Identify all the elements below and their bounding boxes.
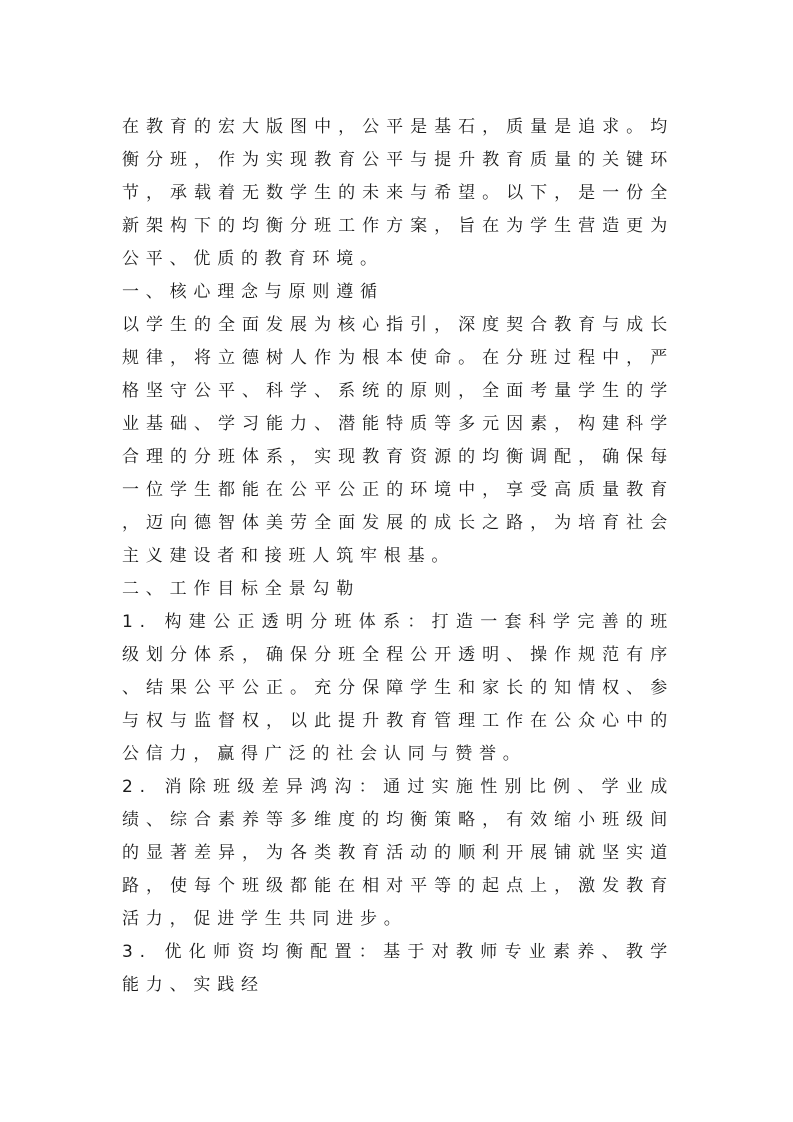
goal-item-1: 1. 构建公正透明分班体系：打造一套科学完善的班级划分体系，确保分班全程公开透明、操作规范有序、结果公平公正。充分保障学生和家长的知情权、参与权与监督权，以此提升教育管理工作在公众心中的公信力，赢得广泛的社会认同与赞誉。 [122, 612, 674, 764]
section-heading-1: 一、核心理念与原则遵循 [122, 282, 384, 302]
goal-item-2: 2. 消除班级差异鸿沟：通过实施性别比例、学业成绩、综合素养等多维度的均衡策略，有效缩小班级间的显著差异，为各类教育活动的顺利开展铺就坚实道路，使每个班级都能在相对平等的起点上，激发教育活力，促进学生共同进步。 [122, 777, 674, 929]
section-1-paragraph: 以学生的全面发展为核心指引，深度契合教育与成长规律，将立德树人作为根本使命。在分班过程中，严格坚守公平、科学、系统的原则，全面考量学生的学业基础、学习能力、潜能特质等多元因素，构建科学合理的分班体系，实现教育资源的均衡调配，确保每一位学生都能在公平公正的环境中，享受高质量教育，迈向德智体美劳全面发展的成长之路，为培育社会主义建设者和接班人筑牢根基。 [122, 315, 674, 566]
section-heading-2: 二、工作目标全景勾勒 [122, 579, 360, 599]
goal-item-3: 3. 优化师资均衡配置：基于对教师专业素养、教学能力、实践经 [122, 942, 674, 995]
document-page [122, 111, 674, 1002]
intro-paragraph: 在教育的宏大版图中，公平是基石，质量是追求。均衡分班，作为实现教育公平与提升教育质量的关键环节，承载着无数学生的未来与希望。以下，是一份全新架构下的均衡分班工作方案，旨在为学生营造更为公平、优质的教育环境。 [122, 117, 674, 269]
